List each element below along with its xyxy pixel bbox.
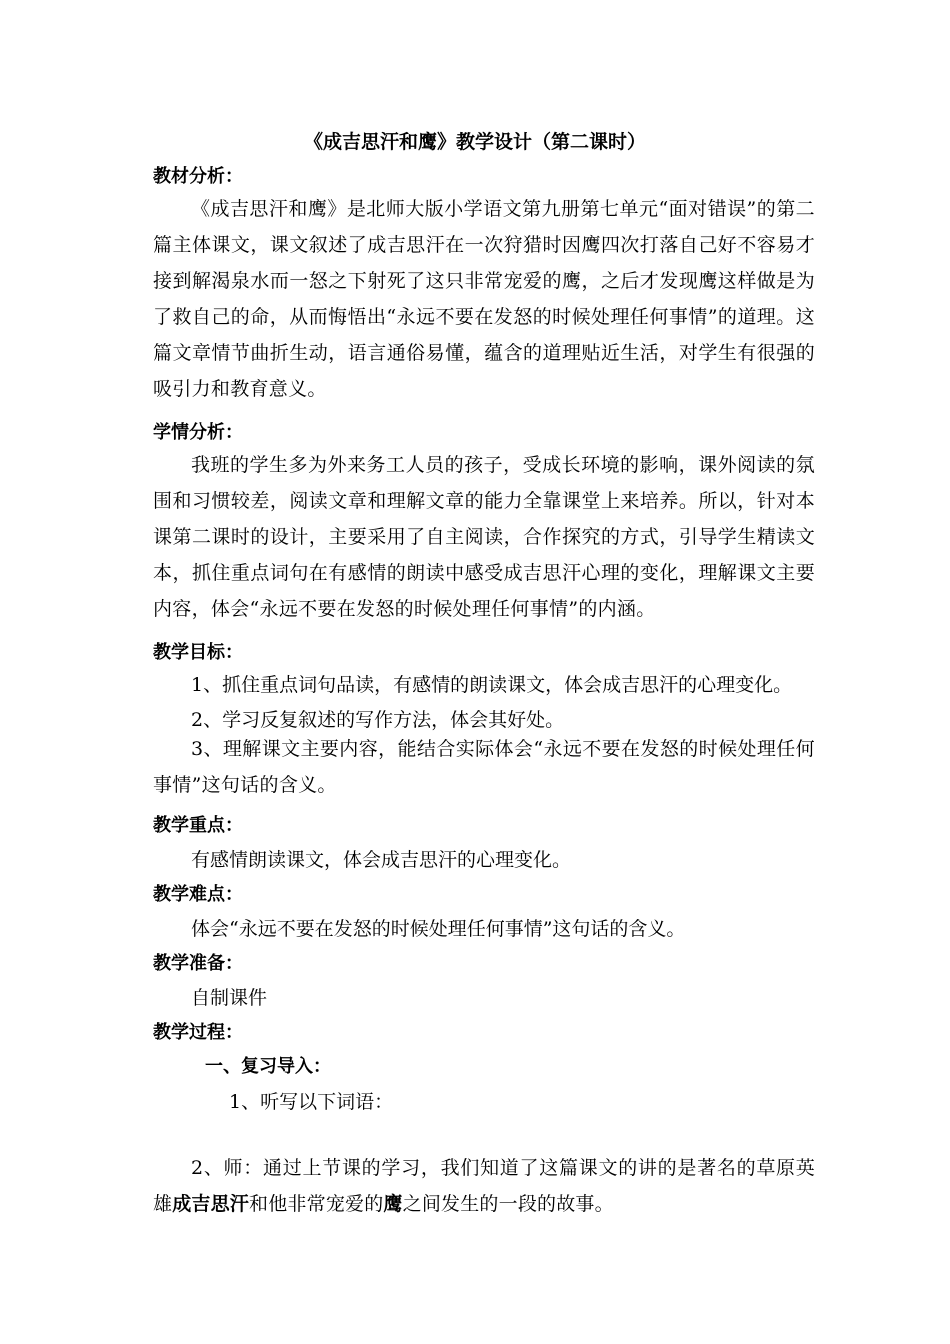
step2-text-c: 之间发生的一段的故事。 xyxy=(402,1193,614,1215)
paragraph-students: 我班的学生多为外来务工人员的孩子，受成长环境的影响，课外阅读的氛围和习惯较差，阅读文章和理解文章的能力全靠课堂上来培养。所以，针对本课第二课时的设计，主要采用了自主阅读，合作探究的方式，引导学生精读文本，抓住重点词句在有感情的朗读中感受成吉思汗心理的变化，理解课文主要内容，体会“永远不要在发怒的时候处理任何事情”的内涵。 xyxy=(153,454,815,620)
heading-key: 教学重点： xyxy=(153,815,243,836)
step2-text-a: 2、师：通过上节课的学习，我们知道了这篇课文的讲的是著名的草原英雄 xyxy=(153,1157,815,1215)
step2-bold-eagle: 鹰 xyxy=(383,1193,403,1215)
heading-difficulty: 教学难点： xyxy=(153,884,243,905)
heading-prep: 教学准备： xyxy=(153,953,243,974)
heading-analysis: 教材分析： xyxy=(153,166,243,187)
heading-goals: 教学目标： xyxy=(153,642,243,663)
goal-item-3: 3、理解课文主要内容，能结合实际体会“永远不要在发怒的时候处理任何事情”这句话的含义。 xyxy=(153,738,815,796)
step2-bold-name: 成吉思汗 xyxy=(172,1193,250,1215)
process-step-2 xyxy=(153,1150,815,1222)
process-section-1: 一、复习导入： xyxy=(205,1056,331,1077)
step2-text-b: 和他非常宠爱的 xyxy=(249,1193,384,1215)
text-key: 有感情朗读课文，体会成吉思汗的心理变化。 xyxy=(191,849,572,871)
page-title: 《成吉思汗和鹰》教学设计（第二课时） xyxy=(303,131,646,153)
heading-process: 教学过程： xyxy=(153,1022,243,1043)
text-difficulty: 体会“永远不要在发怒的时候处理任何事情”这句话的含义。 xyxy=(191,918,686,940)
process-step-1: 1、听写以下词语： xyxy=(229,1091,394,1113)
heading-students: 学情分析： xyxy=(153,422,243,443)
goal-item-2: 2、学习反复叙述的写作方法，体会其好处。 xyxy=(191,709,565,731)
text-prep: 自制课件 xyxy=(191,987,268,1009)
goal-item-1: 1、抓住重点词句品读，有感情的朗读课文，体会成吉思汗的心理变化。 xyxy=(191,674,793,696)
paragraph-analysis: 《成吉思汗和鹰》是北师大版小学语文第九册第七单元“面对错误”的第二篇主体课文，课文叙述了成吉思汗在一次狩猎时因鹰四次打落自己好不容易才接到解渴泉水而一怒之下射死了这只非常宠爱的鹰，之后才发现鹰这样做是为了救自己的命，从而悔悟出“永远不要在发怒的时候处理任何事情”的道理。这篇文章情节曲折生动，语言通俗易懂，蕴含的道理贴近生活，对学生有很强的吸引力和教育意义。 xyxy=(153,198,815,400)
